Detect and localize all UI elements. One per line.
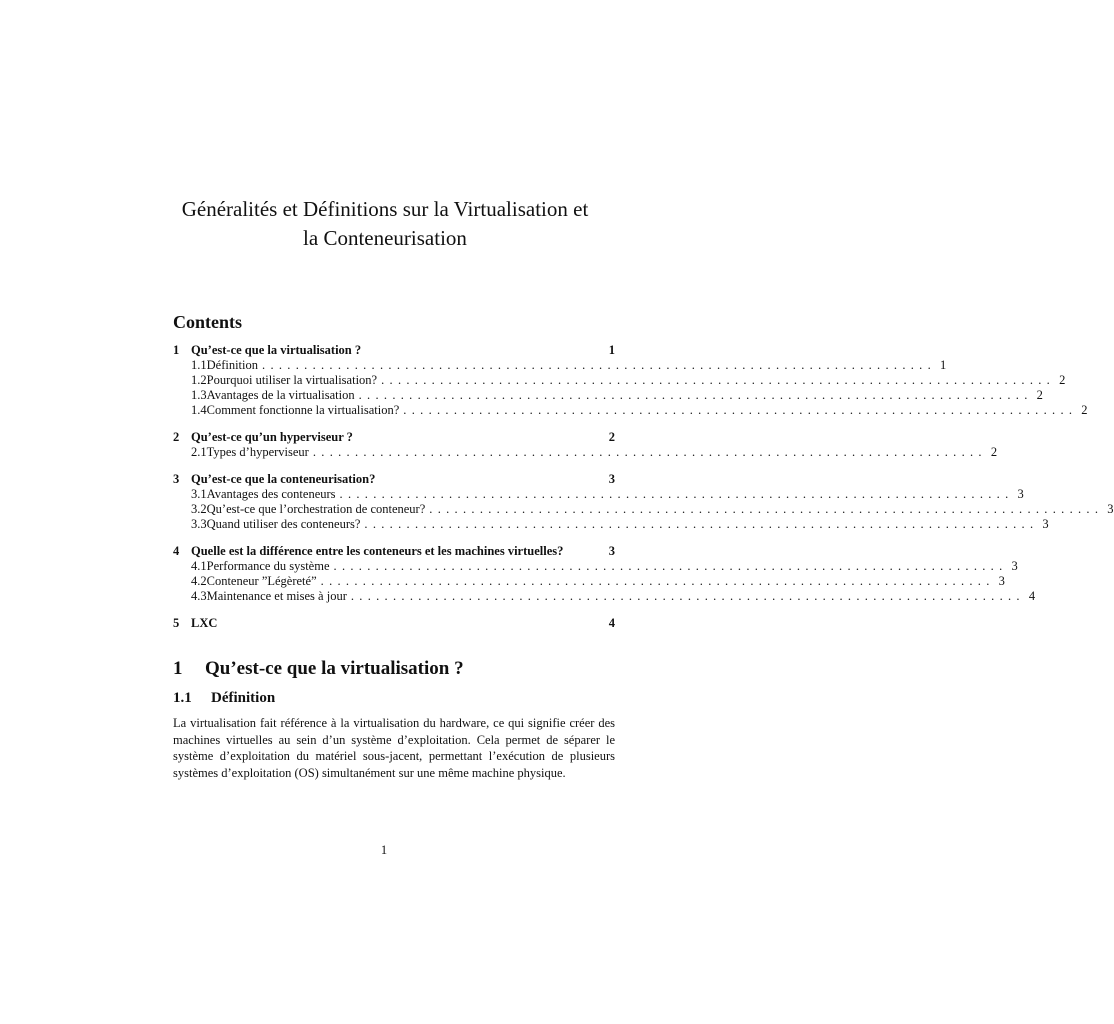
- toc-spacer: [173, 532, 615, 544]
- toc-section-number: 2: [173, 430, 180, 444]
- toc-subsection-entry[interactable]: [173, 358, 947, 373]
- toc-subsection-title: Avantages de la virtualisation: [206, 388, 355, 402]
- toc-section-page: 1: [608, 343, 615, 357]
- toc-subsection-page: 2: [990, 445, 998, 459]
- toc-subsection-entry[interactable]: [173, 502, 1114, 517]
- body-paragraph: La virtualisation fait référence à la virtualisation du hardware, ce qui signifie créer des machines virtuelles au sein d’un système d’exploitation. Cela permet de séparer le système d’exploitation du matériel sous-jacent, permettant l’exécution de plusieurs systèmes d’exploitation (OS) simultanément sur une même machine physique.: [173, 716, 615, 780]
- toc-section-page: 2: [608, 430, 615, 444]
- toc-leader-dots: ................................................................................: [339, 487, 1014, 501]
- toc-subsection-title: Conteneur ”Légèreté”: [206, 574, 317, 588]
- toc-subsection-page: 1: [940, 358, 947, 372]
- toc-section-page: 4: [608, 616, 615, 630]
- document-title: [150, 195, 620, 253]
- subsection-heading: [173, 690, 275, 707]
- toc-leader-dots: ................................................................................: [429, 502, 1104, 516]
- toc-subsection-page: 3: [1107, 502, 1114, 516]
- subsection-title: Définition: [211, 690, 276, 706]
- toc-subsection-number: 1.1: [191, 358, 207, 372]
- toc-subsection-number: 4.2: [191, 574, 207, 588]
- toc-subsection-title: Définition: [206, 358, 259, 372]
- title-line-2: la Conteneurisation: [303, 226, 467, 250]
- toc-subsection-page: 4: [1028, 589, 1036, 603]
- subsection-number: 1.1: [173, 690, 192, 706]
- toc-subsection-title: Avantages des conteneurs: [206, 487, 336, 501]
- toc-spacer: [173, 604, 615, 616]
- toc-leader-dots: ................................................................................: [333, 559, 1008, 573]
- toc-subsection-entry[interactable]: [173, 373, 1066, 388]
- toc-subsection-number: 3.3: [191, 517, 207, 531]
- toc-subsection-page: 3: [1042, 517, 1049, 531]
- toc-subsection-number: 1.2: [191, 373, 207, 387]
- toc-subsection-title: Maintenance et mises à jour: [206, 589, 347, 603]
- toc-subsection-page: 3: [998, 574, 1005, 588]
- toc-subsection-page: 3: [1011, 559, 1018, 573]
- toc-subsection-number: 1.3: [191, 388, 207, 402]
- toc-subsection-title: Quand utiliser des conteneurs?: [206, 517, 361, 531]
- toc-subsection-entry[interactable]: [173, 388, 1043, 403]
- contents-heading: Contents: [173, 312, 243, 332]
- toc-leader-dots: ................................................................................: [350, 589, 1025, 603]
- toc-section-title: Qu’est-ce que la conteneurisation?: [191, 472, 376, 486]
- toc-subsection-number: 3.2: [191, 502, 207, 516]
- toc-subsection-number: 3.1: [191, 487, 207, 501]
- toc-leader-dots: ................................................................................: [320, 574, 995, 588]
- toc-section-title: LXC: [191, 616, 218, 630]
- toc-subsection-page: 2: [1081, 403, 1088, 417]
- toc-subsection-number: 1.4: [191, 403, 207, 417]
- toc-section-entry[interactable]: [173, 472, 615, 487]
- toc-section-entry[interactable]: [173, 616, 615, 631]
- section-title: Qu’est-ce que la virtualisation ?: [205, 658, 464, 679]
- toc-section-title: Qu’est-ce qu’un hyperviseur ?: [191, 430, 353, 444]
- toc-subsection-number: 4.1: [191, 559, 207, 573]
- toc-subsection-entry[interactable]: [173, 445, 998, 460]
- toc-subsection-title: Performance du système: [206, 559, 330, 573]
- toc-subsection-entry[interactable]: [173, 517, 1049, 532]
- section-number: 1: [173, 658, 183, 679]
- page-number: 1: [380, 843, 388, 857]
- toc-subsection-number: 2.1: [191, 445, 207, 459]
- toc-section-title: Quelle est la différence entre les conteneurs et les machines virtuelles?: [191, 544, 564, 558]
- toc-subsection-entry[interactable]: [173, 574, 1005, 589]
- toc-spacer: [173, 460, 615, 472]
- toc-subsection-title: Pourquoi utiliser la virtualisation?: [206, 373, 378, 387]
- toc-subsection-entry[interactable]: [173, 589, 1036, 604]
- toc-subsection-title: Comment fonctionne la virtualisation?: [206, 403, 400, 417]
- toc-section-number: 5: [173, 616, 180, 630]
- toc-leader-dots: ................................................................................: [312, 445, 987, 459]
- toc-subsection-title: Types d’hyperviseur: [206, 445, 309, 459]
- toc-section-page: 3: [608, 472, 615, 486]
- toc-leader-dots: ................................................................................: [381, 373, 1056, 387]
- toc-leader-dots: ................................................................................: [358, 388, 1033, 402]
- toc-subsection-page: 2: [1036, 388, 1043, 402]
- toc-subsection-entry[interactable]: [173, 403, 1088, 418]
- toc-section-entry[interactable]: [173, 430, 615, 445]
- toc-subsection-page: 2: [1059, 373, 1066, 387]
- toc-subsection-number: 4.3: [191, 589, 207, 603]
- toc-section-number: 3: [173, 472, 180, 486]
- toc-section-title: Qu’est-ce que la virtualisation ?: [191, 343, 362, 357]
- toc-subsection-entry[interactable]: [173, 559, 1018, 574]
- toc-leader-dots: ................................................................................: [262, 358, 937, 372]
- toc-section-number: 4: [173, 544, 180, 558]
- toc-section-entry[interactable]: [173, 544, 615, 559]
- section-heading: [173, 658, 464, 680]
- toc-section-page: 3: [608, 544, 615, 558]
- toc-subsection-entry[interactable]: [173, 487, 1024, 502]
- toc-section-number: 1: [173, 343, 180, 357]
- table-of-contents: [173, 343, 1114, 631]
- toc-subsection-title: Qu’est-ce que l’orchestration de conteneur?: [206, 502, 426, 516]
- toc-leader-dots: ................................................................................: [364, 517, 1039, 531]
- toc-subsection-page: 3: [1017, 487, 1024, 501]
- toc-spacer: [173, 418, 615, 430]
- title-line-1: Généralités et Définitions sur la Virtualisation et: [181, 197, 589, 221]
- toc-section-entry[interactable]: [173, 343, 615, 358]
- toc-leader-dots: ................................................................................: [403, 403, 1078, 417]
